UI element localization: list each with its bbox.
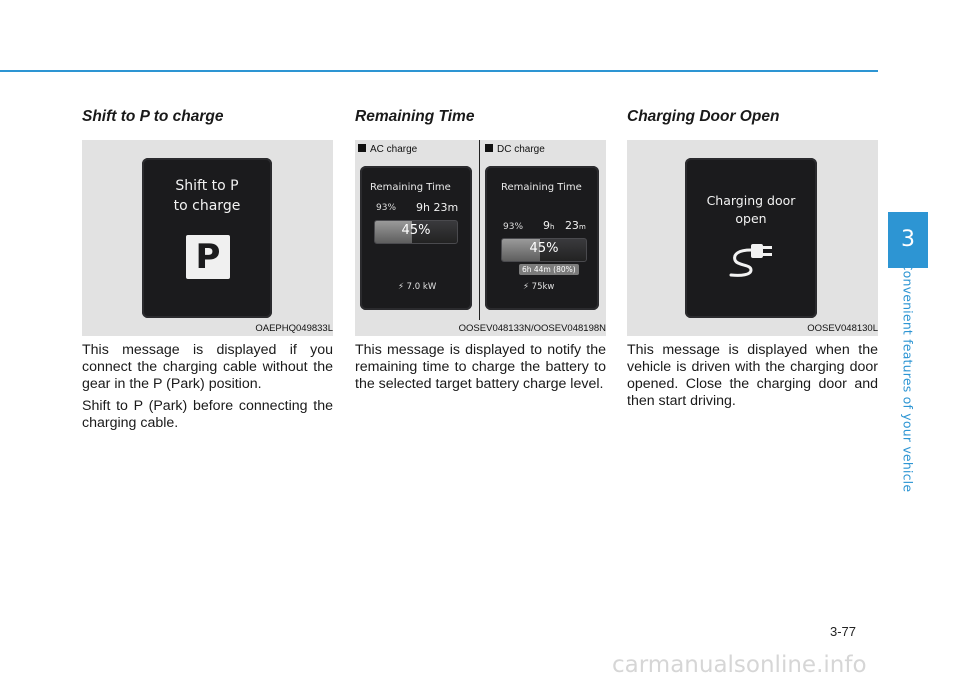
paragraph: This message is displayed to notify the remaining time to charge the battery to the selected target battery charge level. — [355, 342, 606, 392]
paragraph: Shift to P (Park) before connecting the charging cable. — [82, 398, 333, 431]
message-line-2: to charge — [173, 198, 241, 214]
chapter-title-vertical — [898, 262, 918, 492]
page-number: 3-77 — [830, 624, 857, 639]
park-gear-icon: P — [186, 235, 230, 279]
figure-code: OOSEV048130L — [807, 323, 878, 334]
dc-legend: DC charge — [485, 144, 545, 155]
paragraph: This message is displayed when the vehicle is driven with the charging door opened. Close the charging door and then start driving. — [627, 342, 878, 409]
charging-plug-icon — [729, 240, 779, 280]
ac-legend: AC charge — [358, 144, 417, 155]
dc-cluster-display — [485, 166, 599, 310]
square-bullet-icon — [358, 144, 366, 152]
cluster-display — [142, 158, 272, 318]
section-charging-door-open — [627, 108, 878, 409]
battery-gauge — [374, 220, 458, 244]
battery-percent: 45% — [529, 241, 559, 256]
lightning-icon: ⚡ — [398, 282, 404, 292]
target-level: 93% — [376, 203, 397, 213]
figure-divider — [479, 140, 480, 320]
section-remaining-time — [355, 108, 606, 392]
figure-code: OAEPHQ049833L — [255, 323, 333, 334]
lightning-icon: ⚡ — [523, 282, 529, 292]
battery-gauge — [501, 238, 587, 262]
remaining-time-value: 9h 23m — [543, 219, 586, 232]
chapter-number: 3 — [901, 227, 915, 252]
paragraph: This message is displayed if you connect the charging cable without the gear in the P (Park) position. — [82, 342, 333, 392]
figure-charging-door — [627, 140, 878, 336]
message-line-2: open — [735, 211, 767, 226]
chapter-title: Convenient features of your vehicle — [900, 261, 916, 493]
square-bullet-icon — [485, 144, 493, 152]
ac-cluster-display — [360, 166, 472, 310]
section-heading: Shift to P to charge — [82, 108, 224, 125]
charging-power: ⚡ 75kw — [523, 282, 555, 292]
target-level: 93% — [503, 222, 524, 232]
figure-remaining-time — [355, 140, 606, 336]
figure-shift-to-p — [82, 140, 333, 336]
charging-power: ⚡ 7.0 kW — [398, 282, 437, 292]
battery-percent: 45% — [401, 223, 431, 238]
remaining-time-title: Remaining Time — [501, 182, 582, 193]
message-line-1: Shift to P — [175, 178, 239, 194]
chapter-tab — [888, 212, 928, 268]
section-heading: Remaining Time — [355, 108, 475, 125]
watermark: carmanualsonline.info — [612, 652, 867, 678]
section-heading: Charging Door Open — [627, 108, 780, 125]
remaining-time-title: Remaining Time — [370, 182, 451, 193]
remaining-time-value: 9h 23m — [416, 201, 459, 214]
eighty-percent-time: 6h 44m (80%) — [519, 264, 579, 275]
header-rule — [0, 70, 878, 72]
cluster-display — [685, 158, 817, 318]
figure-code: OOSEV048133N/OOSEV048198N — [458, 323, 606, 334]
message-line-1: Charging door — [706, 193, 796, 208]
section-shift-to-p — [82, 108, 333, 431]
